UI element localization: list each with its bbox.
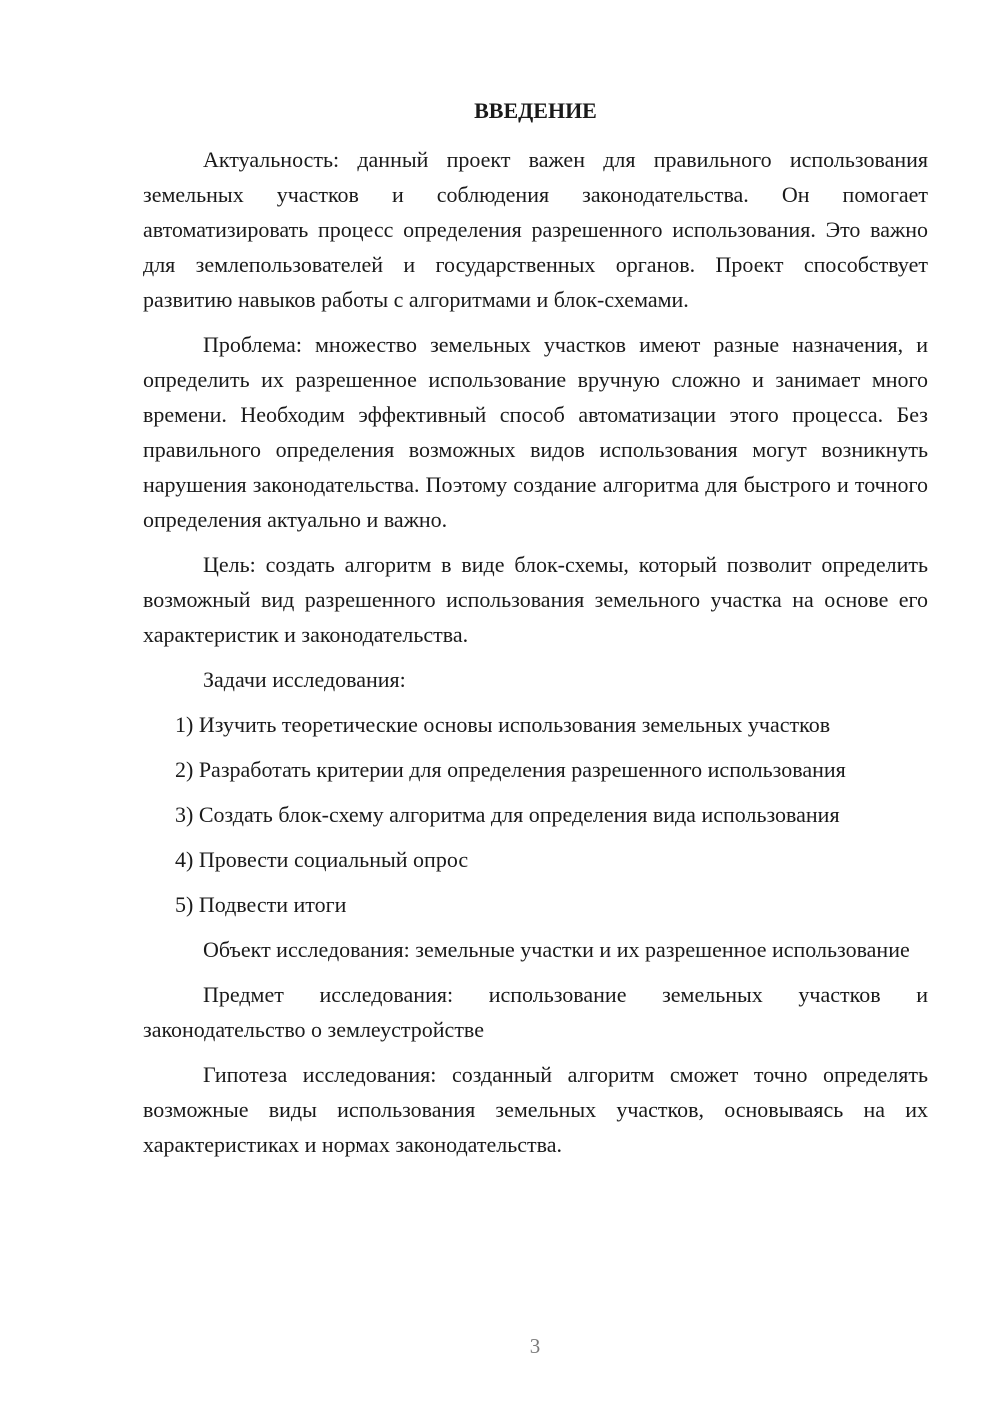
paragraph-object: Объект исследования: земельные участки и их разрешенное использование [203,937,910,962]
paragraph-subject: Предмет исследования: использование земельных участков и законодательство о землеустройстве [143,982,928,1042]
paragraph-hypothesis: Гипотеза исследования: созданный алгоритм сможет точно определять возможные виды использования земельных участков, основываясь на их характеристиках и нормах законодательства. [143,1062,928,1157]
document-body [143,96,928,1162]
page-title [143,96,928,142]
task-item-2: 2) Разработать критерии для определения разрешенного использования [175,757,846,782]
task-item-5: 5) Подвести итоги [175,892,347,917]
task-item-4: 4) Провести социальный опрос [175,847,469,872]
paragraph-relevance: Актуальность: данный проект важен для правильного использования земельных участков и соблюдения законодательства. Он помогает автоматизировать процесс определения разрешенного использования. Это важно для землепользователей и государственных органов. Проект способствует развитию навыков работы с алгоритмами и блок-схемами. [143,147,928,312]
task-item-1: 1) Изучить теоретические основы использования земельных участков [175,712,831,737]
tasks-heading: Задачи исследования: [203,667,406,692]
task-item-3: 3) Создать блок-схему алгоритма для определения вида использования [175,802,840,827]
page-number: 3 [529,1334,541,1358]
paragraph-problem: Проблема: множество земельных участков имеют разные назначения, и определить их разрешенное использование вручную сложно и занимает много времени. Необходим эффективный способ автоматизации этого процесса. Без правильного определения возможных видов использования могут возникнуть нарушения законодательства. Поэтому создание алгоритма для быстрого и точного определения актуально и важно. [143,332,928,532]
title-text: ВВЕДЕНИЕ [474,98,597,123]
paragraph-goal: Цель: создать алгоритм в виде блок-схемы, который позволит определить возможный вид разрешенного использования земельного участка на основе его характеристик и законодательства. [143,552,928,647]
